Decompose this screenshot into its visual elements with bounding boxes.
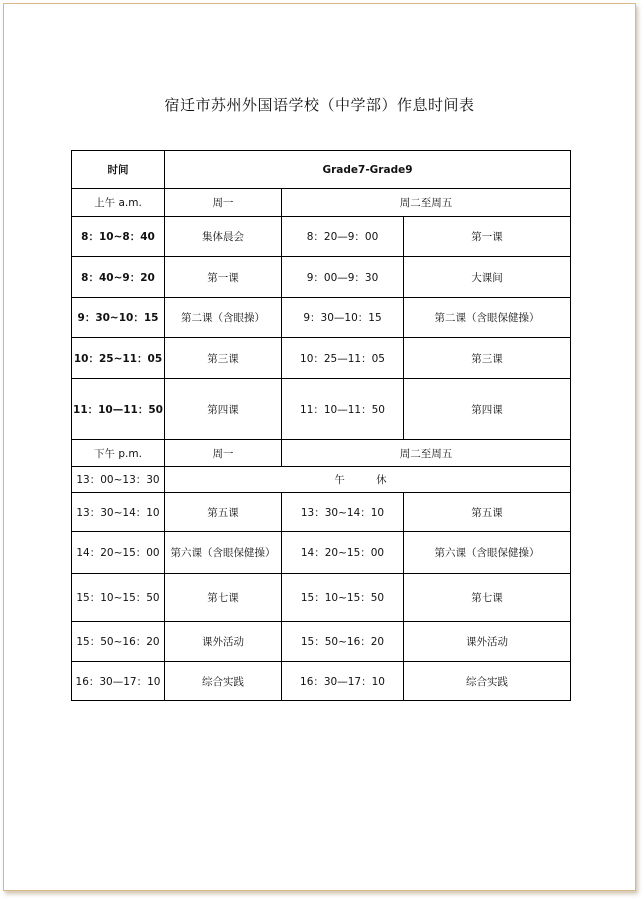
monday-activity-cell: 课外活动 [165, 622, 282, 662]
document-page [3, 3, 636, 891]
table-row [72, 298, 571, 338]
table-row [72, 379, 571, 440]
document-title: 宿迁市苏州外国语学校（中学部）作息时间表 [164, 96, 475, 114]
monday-time-cell: 9：30~10：15 [72, 298, 165, 338]
noon-rest-row [72, 467, 571, 493]
monday-time-cell: 16：30—17：10 [72, 662, 165, 701]
monday-activity-cell: 第六课（含眼保健操） [165, 532, 282, 574]
monday-activity-cell: 第一课 [165, 257, 282, 298]
weekday-activity-cell: 第一课 [404, 217, 571, 257]
weekday-time-cell: 15：50~16：20 [282, 622, 404, 662]
afternoon-period-label: 下午 p.m. [72, 440, 165, 467]
table-row [72, 622, 571, 662]
weekday-time-cell: 16：30—17：10 [282, 662, 404, 701]
time-column-header: 时间 [72, 151, 165, 189]
monday-label: 周一 [165, 189, 282, 217]
weekday-time-cell: 8：20—9：00 [282, 217, 404, 257]
weekday-time-cell: 10：25—11：05 [282, 338, 404, 379]
table-row [72, 662, 571, 701]
morning-period-label: 上午 a.m. [72, 189, 165, 217]
weekday-activity-cell: 第三课 [404, 338, 571, 379]
weekday-activity-cell: 第七课 [404, 574, 571, 622]
weekday-activity-cell: 第六课（含眼保健操） [404, 532, 571, 574]
weekday-time-cell: 9：00—9：30 [282, 257, 404, 298]
monday-time-cell: 10：25~11：05 [72, 338, 165, 379]
monday-time-cell: 8：10~8：40 [72, 217, 165, 257]
monday-time-cell: 15：50~16：20 [72, 622, 165, 662]
monday-activity-cell: 第七课 [165, 574, 282, 622]
monday-time-cell: 8：40~9：20 [72, 257, 165, 298]
table-header-row [72, 151, 571, 189]
tue-fri-label: 周二至周五 [282, 440, 571, 467]
weekday-time-cell: 13：30~14：10 [282, 493, 404, 532]
weekday-time-cell: 14：20~15：00 [282, 532, 404, 574]
monday-activity-cell: 第五课 [165, 493, 282, 532]
weekday-time-cell: 9：30—10：15 [282, 298, 404, 338]
afternoon-section-header [72, 440, 571, 467]
monday-activity-cell: 第四课 [165, 379, 282, 440]
monday-activity-cell: 第二课（含眼操） [165, 298, 282, 338]
table-row [72, 338, 571, 379]
table-row [72, 532, 571, 574]
table-row [72, 493, 571, 532]
weekday-activity-cell: 课外活动 [404, 622, 571, 662]
noon-time-cell: 13：00~13：30 [72, 467, 165, 493]
weekday-activity-cell: 大课间 [404, 257, 571, 298]
monday-activity-cell: 综合实践 [165, 662, 282, 701]
schedule-table [71, 150, 571, 701]
table-row [72, 574, 571, 622]
weekday-time-cell: 11：10—11：50 [282, 379, 404, 440]
morning-section-header [72, 189, 571, 217]
table-row [72, 217, 571, 257]
weekday-activity-cell: 第五课 [404, 493, 571, 532]
monday-activity-cell: 第三课 [165, 338, 282, 379]
weekday-time-cell: 15：10~15：50 [282, 574, 404, 622]
monday-time-cell: 11：10—11：50 [72, 379, 165, 440]
tue-fri-label: 周二至周五 [282, 189, 571, 217]
monday-time-cell: 15：10~15：50 [72, 574, 165, 622]
monday-time-cell: 14：20~15：00 [72, 532, 165, 574]
monday-label: 周一 [165, 440, 282, 467]
weekday-activity-cell: 第二课（含眼保健操） [404, 298, 571, 338]
weekday-activity-cell: 第四课 [404, 379, 571, 440]
weekday-activity-cell: 综合实践 [404, 662, 571, 701]
grade-column-header: Grade7-Grade9 [165, 151, 571, 189]
noon-activity-cell: 午 休 [165, 467, 571, 493]
table-row [72, 257, 571, 298]
monday-activity-cell: 集体晨会 [165, 217, 282, 257]
monday-time-cell: 13：30~14：10 [72, 493, 165, 532]
